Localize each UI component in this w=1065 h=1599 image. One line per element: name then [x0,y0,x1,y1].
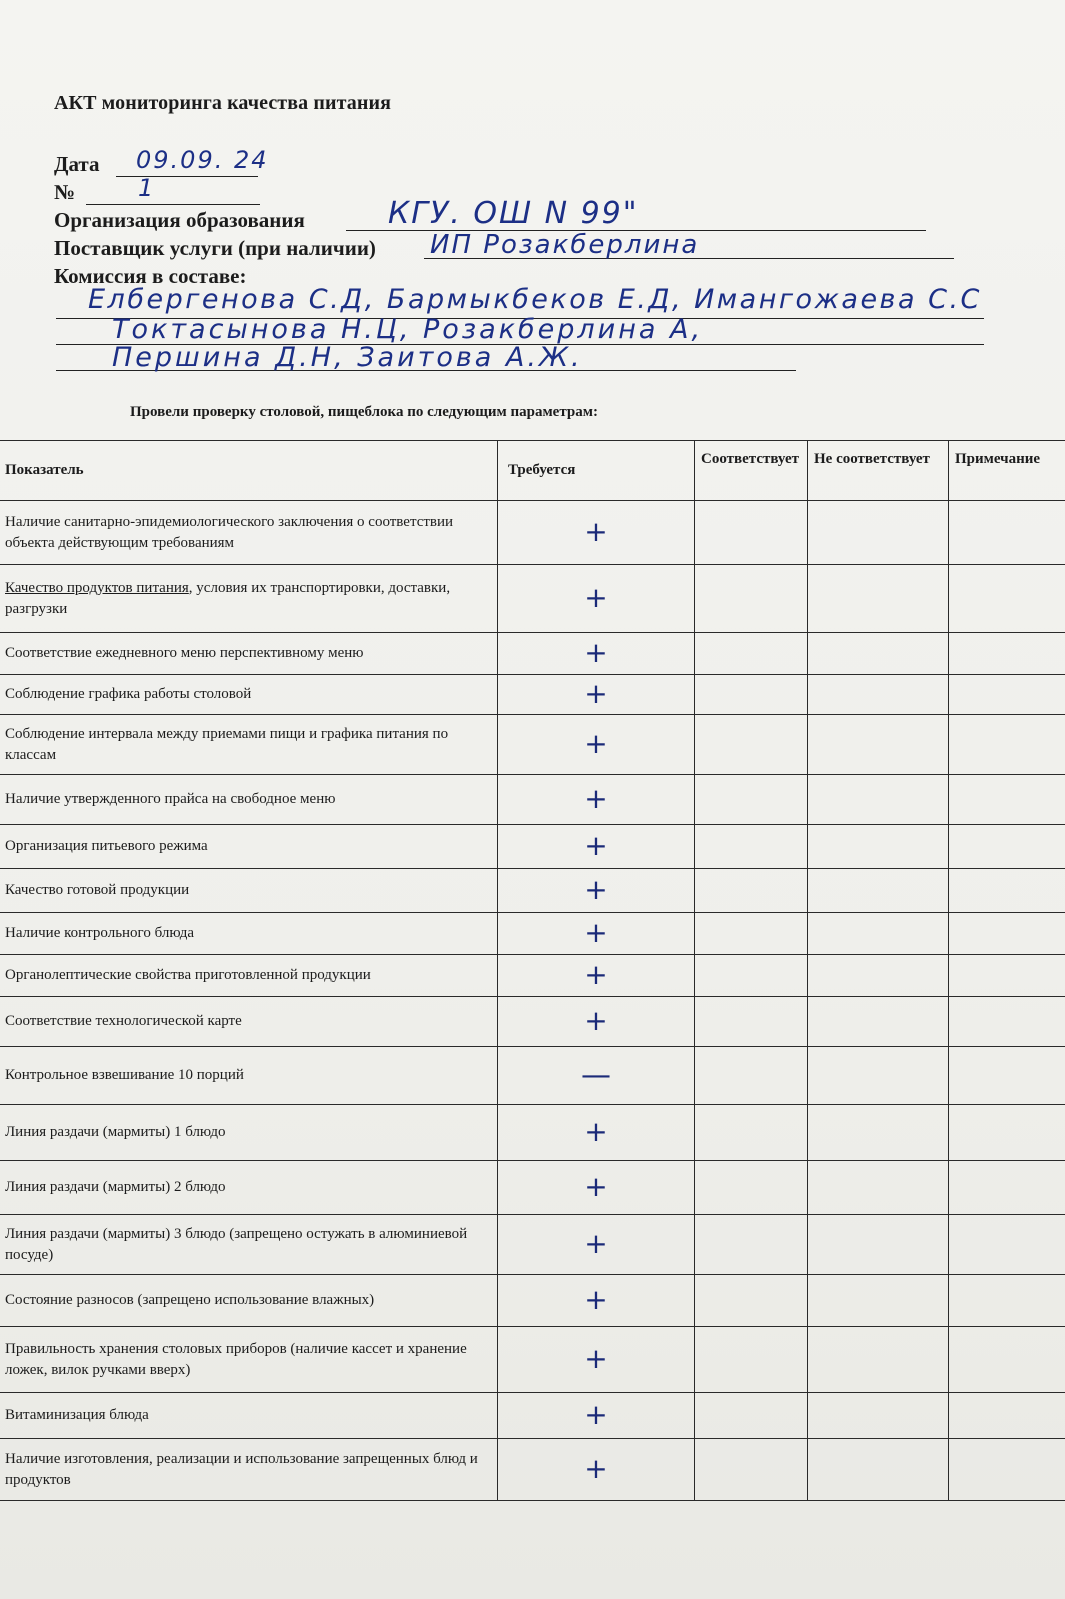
required-cell [498,955,695,997]
indicator-cell [0,1161,498,1215]
table-row [0,501,1065,565]
date-value: 09.09. 24 [136,146,269,174]
not-complies-cell [808,1393,949,1439]
note-cell [949,997,1065,1047]
indicator-text: Линия раздачи (мармиты) 1 блюдо [5,1124,226,1141]
organization-label: Организация образования [54,208,305,232]
table-row [0,997,1065,1047]
required-mark: + [584,1342,608,1376]
indicator-text: Наличие санитарно-эпидемиологического заключения о соответствии объекта действующим требованиям [5,513,454,551]
note-cell [949,775,1065,825]
supplier-label: Поставщик услуги (при наличии) [54,236,376,260]
indicator-text: Наличие контрольного блюда [5,925,195,942]
indicator-cell [0,997,498,1047]
table-row [0,1275,1065,1327]
indicator-text: Контрольное взвешивание 10 порций [5,1067,244,1084]
not-complies-cell [808,775,949,825]
required-mark: + [584,727,608,761]
complies-cell [695,1215,808,1275]
not-complies-cell [808,997,949,1047]
not-complies-cell [808,955,949,997]
not-complies-cell [808,1327,949,1393]
supplier-value: ИП Розакберлина [430,230,700,260]
note-cell [949,869,1065,913]
table-row [0,633,1065,675]
required-mark: + [584,1170,608,1204]
complies-cell [695,775,808,825]
note-cell [949,1393,1065,1439]
complies-cell [695,869,808,913]
indicator-cell [0,1105,498,1161]
required-mark: + [584,1115,608,1149]
required-cell [498,869,695,913]
table-row [0,913,1065,955]
number-value: 1 [138,174,156,202]
indicator-text: Наличие изготовления, реализации и использование запрещенных блюд и продуктов [5,1450,478,1488]
required-mark: + [584,515,608,549]
indicator-text: Органолептические свойства приготовленной продукции [5,967,371,984]
table-row [0,1215,1065,1275]
table-row [0,869,1065,913]
commission-member-line-1: Елбергенова С.Д, Бармыкбеков Е.Д, Имангожаева С.С [88,284,982,315]
required-mark: + [584,1227,608,1261]
indicator-cell [0,825,498,869]
indicator-underlined-text: Качество продуктов питания [5,579,189,596]
table-row [0,775,1065,825]
indicator-text: Качество готовой продукции [5,882,190,899]
complies-cell [695,675,808,715]
required-cell [498,1393,695,1439]
indicator-text: Линия раздачи (мармиты) 3 блюдо (запрещено остужать в алюминиевой посуде) [5,1225,468,1263]
complies-cell [695,955,808,997]
indicator-text: Соблюдение интервала между приемами пищи и графика питания по классам [5,725,449,763]
indicator-cell [0,675,498,715]
required-cell [498,565,695,633]
complies-cell [695,1327,808,1393]
table-row [0,1327,1065,1393]
number-label: № [54,180,76,204]
indicator-cell [0,1275,498,1327]
required-cell [498,997,695,1047]
not-complies-cell [808,825,949,869]
document-title: АКТ мониторинга качества питания [54,92,392,114]
complies-cell [695,913,808,955]
indicator-text: Соответствие технологической карте [5,1013,242,1030]
required-mark: + [584,1398,608,1432]
not-complies-cell [808,1047,949,1105]
number-line [86,204,260,205]
required-cell [498,501,695,565]
complies-cell [695,825,808,869]
table-row [0,1393,1065,1439]
complies-cell [695,633,808,675]
required-cell [498,1161,695,1215]
indicator-cell [0,1327,498,1393]
indicator-text: Линия раздачи (мармиты) 2 блюдо [5,1179,226,1196]
note-cell [949,1047,1065,1105]
complies-cell [695,1161,808,1215]
table-row [0,715,1065,775]
required-cell [498,1439,695,1501]
indicator-cell [0,913,498,955]
not-complies-cell [808,913,949,955]
required-cell [498,1215,695,1275]
indicator-text: Наличие утвержденного прайса на свободное меню [5,791,336,808]
not-complies-cell [808,869,949,913]
table-row [0,565,1065,633]
indicator-cell [0,955,498,997]
indicator-text: Соответствие ежедневного меню перспективному меню [5,645,364,662]
table-header-row [0,441,1065,501]
not-complies-cell [808,633,949,675]
required-cell [498,675,695,715]
note-cell [949,1105,1065,1161]
complies-cell [695,715,808,775]
header-note: Примечание [949,441,1065,501]
required-mark: + [584,829,608,863]
date-label: Дата [54,152,100,176]
not-complies-cell [808,1275,949,1327]
required-mark: — [581,1057,611,1093]
note-cell [949,1275,1065,1327]
complies-cell [695,501,808,565]
required-mark: + [584,916,608,950]
indicator-text: Состояние разносов (запрещено использование влажных) [5,1292,375,1309]
commission-member-line-3: Першина Д.Н, Заитова А.Ж. [112,342,583,373]
header-required: Требуется [498,441,695,501]
required-mark: + [584,1283,608,1317]
table-row [0,675,1065,715]
required-cell [498,1105,695,1161]
required-mark: + [584,1452,608,1486]
not-complies-cell [808,501,949,565]
required-mark: + [584,581,608,615]
header-complies: Соответствует [695,441,808,501]
indicator-text: Соблюдение графика работы столовой [5,686,252,703]
complies-cell [695,1275,808,1327]
indicator-cell [0,501,498,565]
not-complies-cell [808,1105,949,1161]
not-complies-cell [808,1215,949,1275]
required-cell [498,1275,695,1327]
inspection-subtitle: Провели проверку столовой, пищеблока по следующим параметрам: [130,404,598,420]
not-complies-cell [808,715,949,775]
note-cell [949,1215,1065,1275]
complies-cell [695,1105,808,1161]
note-cell [949,825,1065,869]
note-cell [949,501,1065,565]
required-mark: + [584,636,608,670]
required-mark: + [584,1004,608,1038]
inspection-table [0,440,1065,1501]
indicator-text: , условия их транспортировки, доставки, разгрузки [5,579,451,617]
indicator-cell [0,715,498,775]
required-cell [498,825,695,869]
indicator-cell [0,1393,498,1439]
note-cell [949,1439,1065,1501]
indicator-cell [0,1215,498,1275]
required-cell [498,913,695,955]
note-cell [949,633,1065,675]
note-cell [949,1161,1065,1215]
note-cell [949,715,1065,775]
complies-cell [695,1047,808,1105]
not-complies-cell [808,1161,949,1215]
complies-cell [695,1439,808,1501]
header-indicator: Показатель [0,441,498,501]
indicator-cell [0,775,498,825]
required-cell [498,633,695,675]
indicator-cell [0,565,498,633]
indicator-cell [0,1047,498,1105]
required-mark: + [584,873,608,907]
not-complies-cell [808,565,949,633]
required-cell [498,715,695,775]
not-complies-cell [808,675,949,715]
note-cell [949,675,1065,715]
note-cell [949,565,1065,633]
indicator-text: Организация питьевого режима [5,838,208,855]
table-row [0,1047,1065,1105]
indicator-cell [0,869,498,913]
complies-cell [695,997,808,1047]
header-not-complies: Не соответствует [808,441,949,501]
commission-label: Комиссия в составе: [54,264,247,288]
indicator-text: Витаминизация блюда [5,1407,149,1424]
table-row [0,1439,1065,1501]
not-complies-cell [808,1439,949,1501]
required-cell [498,775,695,825]
complies-cell [695,565,808,633]
table-row [0,825,1065,869]
required-cell [498,1327,695,1393]
indicator-cell [0,633,498,675]
note-cell [949,913,1065,955]
required-mark: + [584,677,608,711]
complies-cell [695,1393,808,1439]
indicator-text: Правильность хранения столовых приборов (наличие кассет и хранение ложек, вилок ручками вверх) [5,1340,467,1378]
table-row [0,955,1065,997]
organization-value: КГУ. ОШ N 99" [388,196,639,231]
table-row [0,1161,1065,1215]
indicator-cell [0,1439,498,1501]
commission-member-line-2: Токтасынова Н.Ц, Розакберлина А, [112,314,704,345]
note-cell [949,1327,1065,1393]
required-mark: + [584,958,608,992]
note-cell [949,955,1065,997]
required-mark: + [584,782,608,816]
table-row [0,1105,1065,1161]
required-cell [498,1047,695,1105]
